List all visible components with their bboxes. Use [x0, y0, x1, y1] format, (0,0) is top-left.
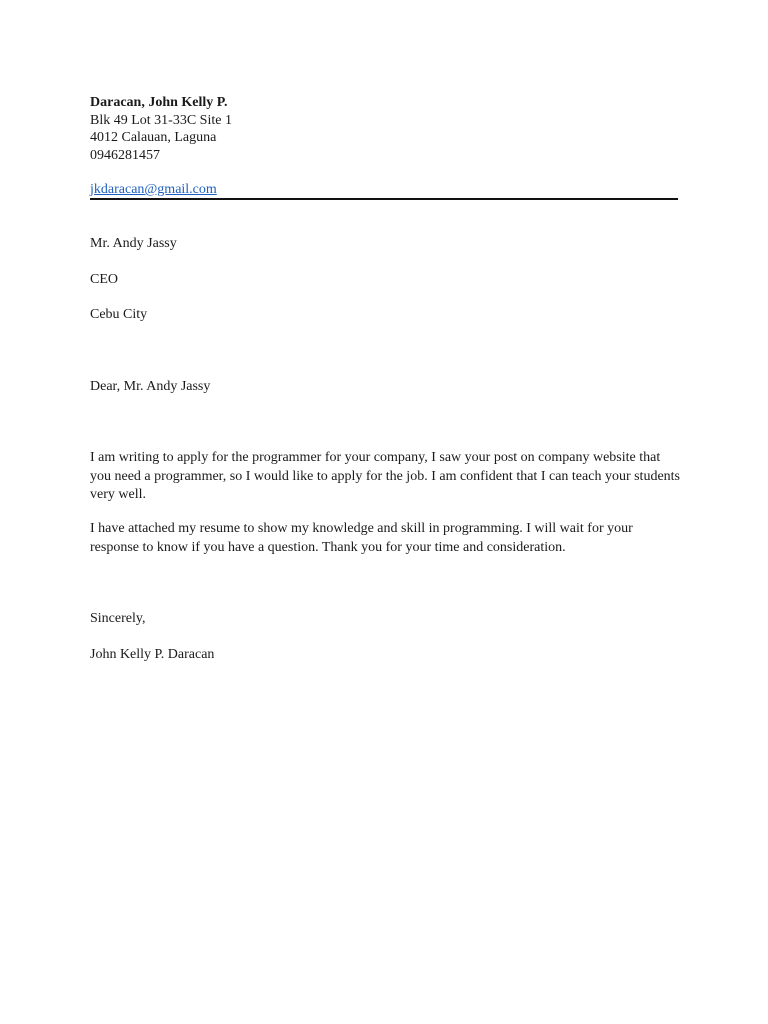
- recipient-city: Cebu City: [90, 307, 148, 322]
- body-paragraph-1: I am writing to apply for the programmer for your company, I saw your post on company website that you need a programmer, so I would like to apply for the job. I am confident that I can teach your students very well.: [90, 450, 680, 502]
- signature-name: John Kelly P. Daracan: [90, 647, 215, 662]
- recipient-name: Mr. Andy Jassy: [90, 236, 177, 251]
- recipient-title: CEO: [90, 272, 118, 287]
- valediction: Sincerely,: [90, 611, 146, 626]
- salutation: Dear, Mr. Andy Jassy: [90, 379, 211, 394]
- sender-address-line2: 4012 Calauan, Laguna: [90, 130, 217, 145]
- sender-name: Daracan, John Kelly P.: [90, 95, 228, 110]
- header-divider: [90, 198, 678, 200]
- sender-email-link[interactable]: jkdaracan@gmail.com: [90, 182, 217, 197]
- body-paragraph-2: I have attached my resume to show my knowledge and skill in programming. I will wait for your response to know if you have a question. Thank you for your time and consideration.: [90, 521, 633, 555]
- sender-phone: 0946281457: [90, 148, 160, 163]
- sender-address-line1: Blk 49 Lot 31-33C Site 1: [90, 113, 232, 128]
